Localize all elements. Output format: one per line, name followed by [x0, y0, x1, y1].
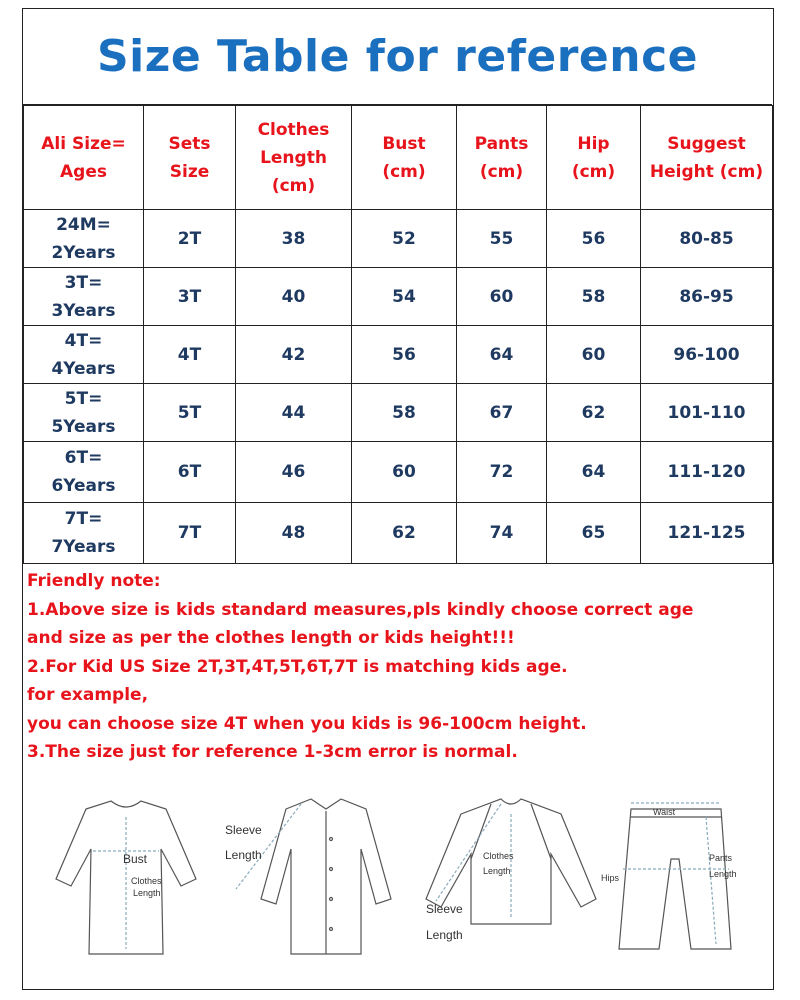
- size-chart-frame: [22, 8, 774, 990]
- table-cell: 86-95: [641, 268, 773, 326]
- table-cell: 55: [457, 210, 547, 268]
- label-clothes-length-1: Clothes: [131, 876, 162, 886]
- table-cell: 67: [457, 384, 547, 442]
- label-bust: Bust: [123, 852, 148, 866]
- table-cell: 5T= 5Years: [24, 384, 144, 442]
- table-cell: 62: [547, 384, 641, 442]
- table-cell: 6T= 6Years: [24, 442, 144, 503]
- table-header-row: [24, 106, 773, 210]
- note-line: 2.For Kid US Size 2T,3T,4T,5T,6T,7T is matching kids age.: [27, 656, 568, 677]
- table-cell: 42: [236, 326, 352, 384]
- page-title: Size Table for reference: [23, 9, 772, 105]
- diagram-labels: [123, 807, 737, 942]
- table-cell: 5T: [144, 384, 236, 442]
- measurement-diagrams: [31, 789, 766, 974]
- column-header: Bust (cm): [352, 106, 457, 210]
- table-row: [24, 210, 773, 268]
- table-cell: 3T: [144, 268, 236, 326]
- table-cell: 48: [236, 503, 352, 564]
- table-cell: 40: [236, 268, 352, 326]
- table-row: [24, 268, 773, 326]
- column-header: Hip (cm): [547, 106, 641, 210]
- table-cell: 7T= 7Years: [24, 503, 144, 564]
- table-cell: 56: [352, 326, 457, 384]
- table-cell: 62: [352, 503, 457, 564]
- table-cell: 6T: [144, 442, 236, 503]
- note-line: 3.The size just for reference 1-3cm error is normal.: [27, 742, 518, 762]
- column-header: Ali Size= Ages: [24, 106, 144, 210]
- table-row: [24, 384, 773, 442]
- table-cell: 121-125: [641, 503, 773, 564]
- label-clothes-3-1: Clothes: [483, 851, 514, 861]
- note-line: Friendly note:: [27, 571, 161, 591]
- tshirt-diagram: [56, 801, 196, 954]
- table-cell: 52: [352, 210, 457, 268]
- label-sleeve-3-1: Sleeve: [426, 902, 463, 916]
- label-pants-1: Pants: [709, 853, 733, 863]
- note-line: 1.Above size is kids standard measures,pls kindly choose correct age: [27, 599, 694, 620]
- table-cell: 58: [352, 384, 457, 442]
- table-cell: 44: [236, 384, 352, 442]
- note-line: you can choose size 4T when you kids is 96-100cm height.: [27, 713, 587, 734]
- label-hips: Hips: [601, 873, 620, 883]
- table-cell: 60: [457, 268, 547, 326]
- table-cell: 4T= 4Years: [24, 326, 144, 384]
- table-cell: 74: [457, 503, 547, 564]
- column-header: Clothes Length (cm): [236, 106, 352, 210]
- label-clothes-3-2: Length: [483, 866, 511, 876]
- table-cell: 54: [352, 268, 457, 326]
- label-clothes-length-2: Length: [133, 888, 161, 898]
- table-cell: 58: [547, 268, 641, 326]
- table-cell: 7T: [144, 503, 236, 564]
- table-cell: 72: [457, 442, 547, 503]
- column-header: Suggest Height (cm): [641, 106, 773, 210]
- table-cell: 111-120: [641, 442, 773, 503]
- size-table: [23, 105, 773, 564]
- table-row: [24, 442, 773, 503]
- table-row: [24, 503, 773, 564]
- table-cell: 101-110: [641, 384, 773, 442]
- table-row: [24, 326, 773, 384]
- table-cell: 3T= 3Years: [24, 268, 144, 326]
- table-cell: 64: [457, 326, 547, 384]
- table-cell: 65: [547, 503, 641, 564]
- column-header: Pants (cm): [457, 106, 547, 210]
- table-cell: 80-85: [641, 210, 773, 268]
- note-line: and size as per the clothes length or kids height!!!: [27, 628, 515, 648]
- label-waist: Waist: [653, 807, 676, 817]
- note-line: for example,: [27, 685, 149, 705]
- table-cell: 96-100: [641, 326, 773, 384]
- table-cell: 60: [352, 442, 457, 503]
- table-cell: 64: [547, 442, 641, 503]
- table-cell: 46: [236, 442, 352, 503]
- column-header: Sets Size: [144, 106, 236, 210]
- table-cell: 4T: [144, 326, 236, 384]
- label-sleeve-2: Length: [225, 848, 262, 862]
- friendly-notes: [27, 567, 769, 767]
- label-pants-2: Length: [709, 869, 737, 879]
- label-sleeve-1: Sleeve: [225, 823, 262, 837]
- table-cell: 2T: [144, 210, 236, 268]
- measurement-diagrams-svg: [31, 789, 766, 974]
- table-cell: 38: [236, 210, 352, 268]
- label-sleeve-3-2: Length: [426, 928, 463, 942]
- table-cell: 24M= 2Years: [24, 210, 144, 268]
- table-cell: 60: [547, 326, 641, 384]
- table-cell: 56: [547, 210, 641, 268]
